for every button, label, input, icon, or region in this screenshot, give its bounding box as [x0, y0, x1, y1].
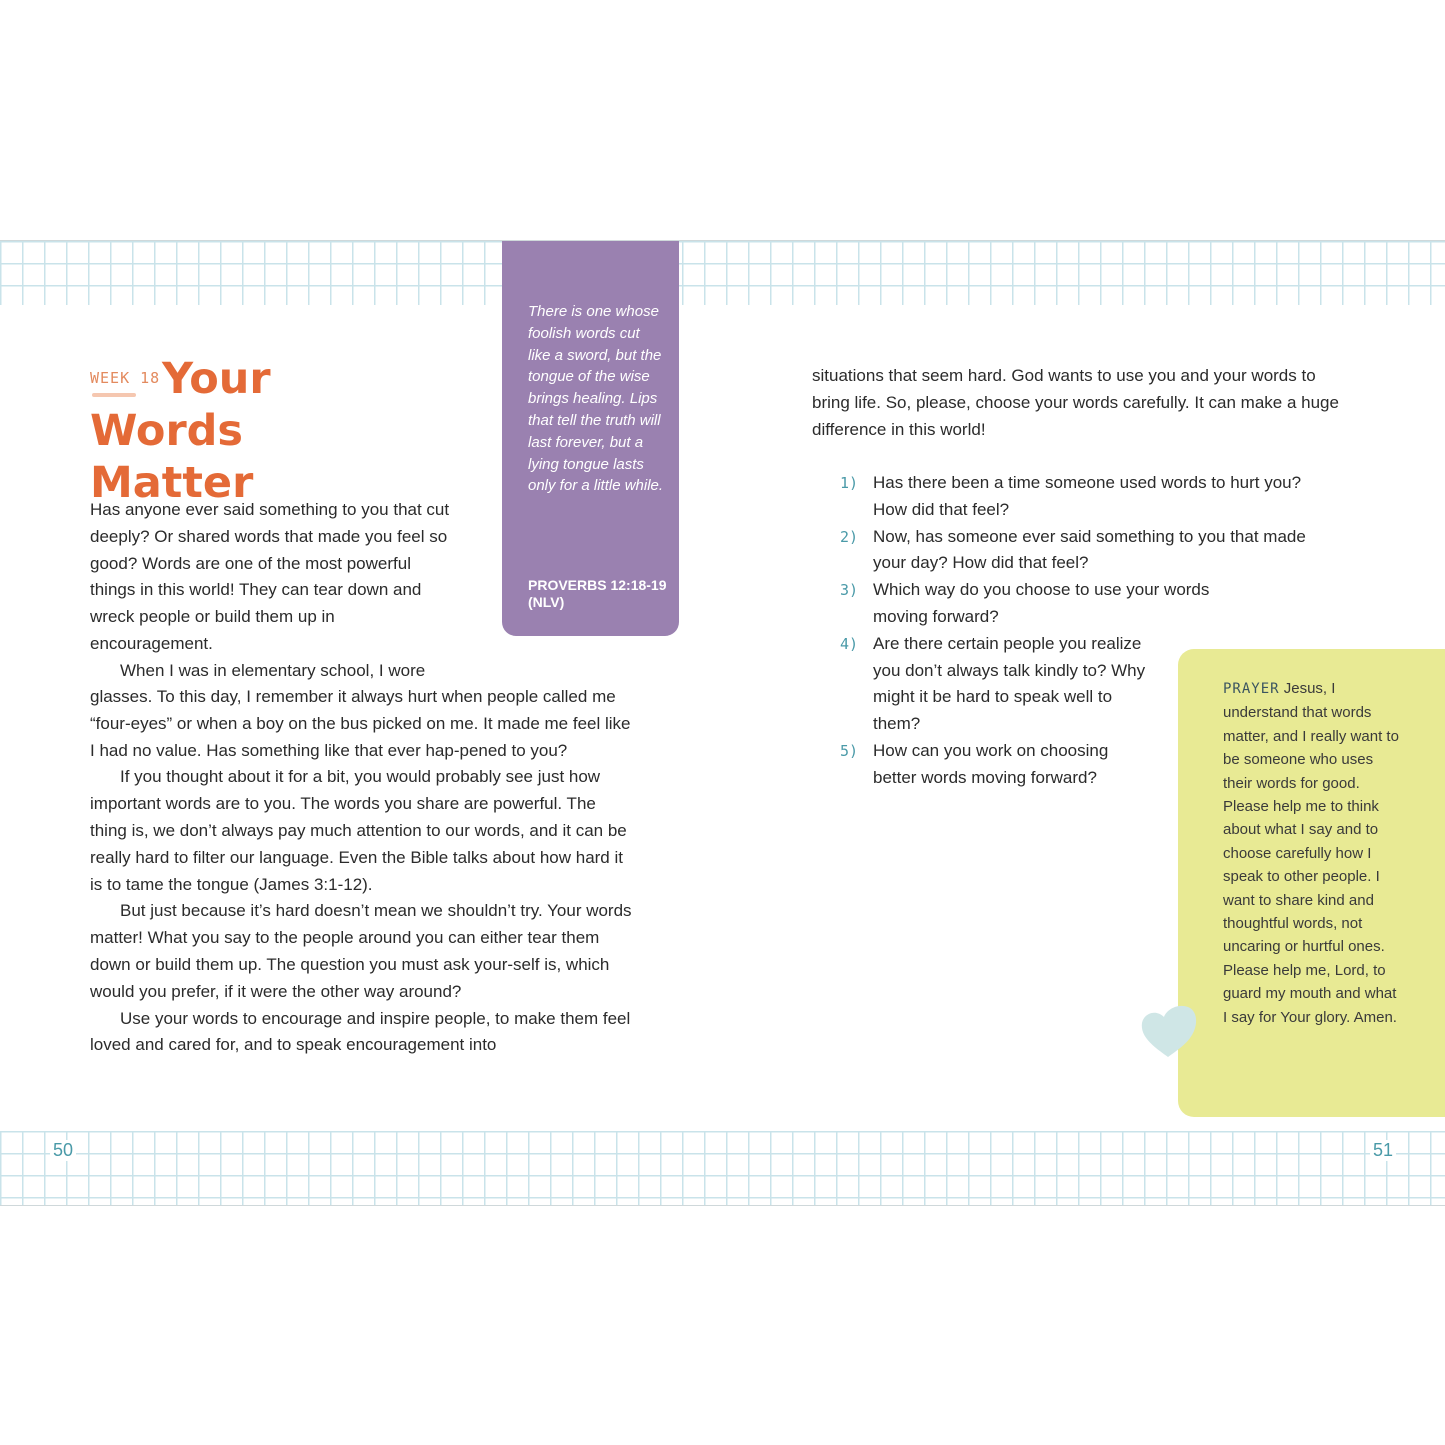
question-text: Which way do you choose to use your words moving forward? — [873, 580, 1210, 626]
question-number: 1) — [840, 474, 859, 492]
paragraph-1: Has anyone ever said something to you that cut deeply? Or shared words that made you feel so good? Words are one of the most powerful things in this world! They can tear down and wreck people or build them up in encouragement. — [90, 500, 450, 653]
page-number-right: 51 — [1370, 1140, 1396, 1161]
scripture-reference: PROVERBS 12:18-19 (NLV) — [528, 577, 667, 610]
scripture-quote: There is one whose foolish words cut like a sword, but the tongue of the wise brings healing. Lips that tell the truth will last forever, but a lying tongue lasts only for a little while. — [528, 303, 664, 495]
book-spread — [0, 240, 1445, 1206]
question-number: 3) — [840, 581, 859, 600]
question-number: 2) — [840, 527, 859, 546]
question-text: How can you work on choosing better words moving forward? — [873, 740, 1109, 787]
prayer-box — [1178, 649, 1445, 1117]
page-number-left: 50 — [50, 1140, 76, 1161]
paragraph-2-start: When I was in elementary school, I wore — [120, 660, 426, 680]
grid-band-top — [0, 241, 1445, 305]
heart-icon — [1136, 999, 1200, 1063]
question-text: Now, has someone ever said something to you that made your day? How did that feel? — [873, 526, 1306, 573]
question-number: 5) — [840, 741, 859, 760]
paragraph-3: If you thought about it for a bit, you would probably see just how important words are to you. The words you share are powerful. The thing is, we don’t always pay much attention to our words, and it can be really hard to filter our language. Even the Bible talks about how hard it is to tame the tongue (James 3:1-12). — [90, 767, 627, 894]
prayer-content — [1223, 677, 1399, 1029]
left-column-body — [90, 684, 635, 1059]
prayer-label: PRAYER — [1223, 681, 1280, 697]
question-item — [840, 524, 1340, 578]
paragraph-4: But just because it’s hard doesn’t mean we shouldn’t try. Your words matter! What you say to the people around you can either tear them down or build them up. The question you must ask your-self is, which would you prefer, if it were the other way around? — [90, 901, 632, 1001]
question-text: Has there been a time someone used words to hurt you? How did that feel? — [873, 473, 1302, 519]
week-label: WEEK 18 — [90, 369, 161, 387]
question-item — [840, 577, 1340, 631]
right-column-paragraph: situations that seem hard. God wants to use you and your words to bring life. So, please, choose your words carefully. It can make a huge difference in this world! — [812, 366, 1339, 439]
prayer-text: Jesus, I understand that words matter, and I really want to be someone who uses their words for good. Please help me to think about what I say and to choose carefully how I speak to other people. I want to share kind and thoughtful words, not uncaring or hurtful ones. Please help me, Lord, to guard my mouth and what I say for Your glory. Amen. — [1223, 680, 1399, 1026]
paragraph-2-rest: glasses. To this day, I remember it always hurt when people called me “four-eyes” or when a boy on the bus picked on me. It made me feel like I had no value. Has something like that ever hap-pened to you? — [90, 687, 631, 760]
question-item — [840, 470, 1340, 524]
left-column-intro — [90, 497, 450, 685]
question-number: 4) — [840, 634, 859, 653]
grid-band-bottom — [0, 1131, 1445, 1205]
page-title: Your Words Matter — [90, 354, 271, 508]
paragraph-5: Use your words to encourage and inspire people, to make them feel loved and cared for, and to speak encouragement into — [90, 1008, 631, 1055]
scripture-box — [502, 241, 679, 636]
question-text: Are there certain people you realize you don’t always talk kindly to? Why might it be hard to speak well to them? — [873, 633, 1146, 734]
